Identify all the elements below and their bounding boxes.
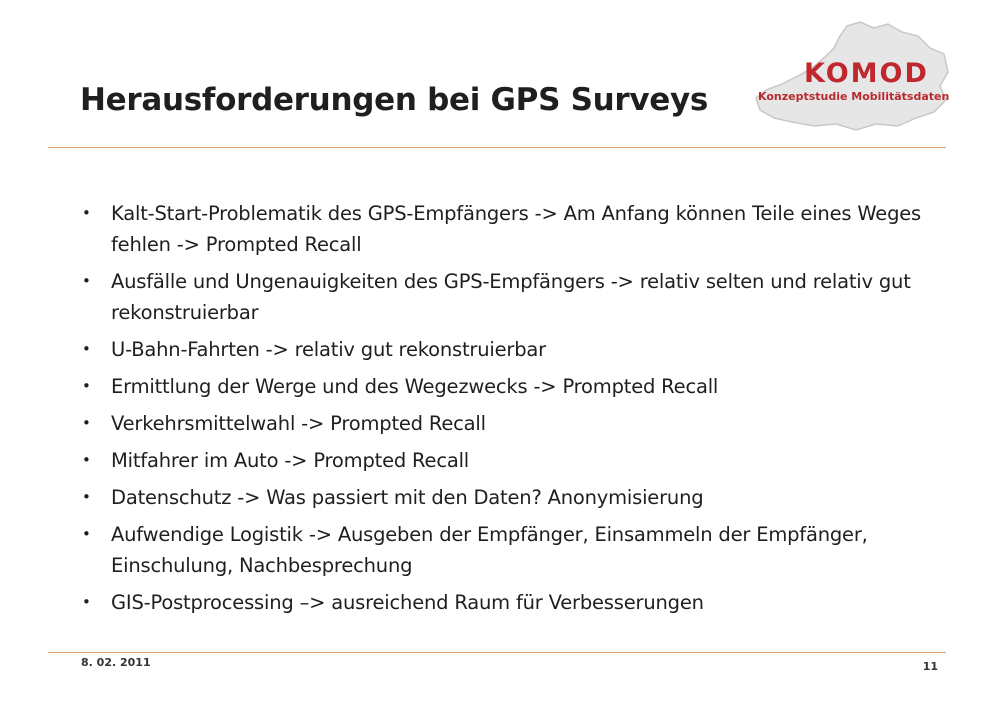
bullet-dot-icon: • (82, 593, 91, 611)
bullet-dot-icon: • (82, 525, 91, 543)
list-item (82, 482, 922, 513)
list-item (82, 198, 922, 260)
list-item (82, 334, 922, 365)
footer-date: 8. 02. 2011 (81, 656, 151, 669)
bullet-text: Verkehrsmittelwahl -> Prompted Recall (111, 412, 486, 435)
list-item (82, 519, 922, 581)
list-item (82, 408, 922, 439)
list-item (82, 587, 922, 618)
komod-logo (752, 14, 952, 134)
bullet-dot-icon: • (82, 340, 91, 358)
bullet-list (82, 198, 922, 624)
list-item (82, 371, 922, 402)
bullet-dot-icon: • (82, 451, 91, 469)
list-item (82, 445, 922, 476)
bullet-text: Ermittlung der Werge und des Wegezwecks -> Prompted Recall (111, 375, 719, 398)
bullet-text: Aufwendige Logistik -> Ausgeben der Empfänger, Einsammeln der Empfänger, Einschulung, Nachbesprechung (111, 523, 868, 577)
title-divider (48, 147, 946, 148)
bullet-text: U-Bahn-Fahrten -> relativ gut rekonstruierbar (111, 338, 546, 361)
bullet-text: GIS-Postprocessing –> ausreichend Raum für Verbesserungen (111, 591, 704, 614)
page-number: 11 (922, 660, 938, 673)
bullet-dot-icon: • (82, 272, 91, 290)
bullet-dot-icon: • (82, 377, 91, 395)
footer-divider (48, 652, 946, 653)
bullet-text: Ausfälle und Ungenauigkeiten des GPS-Empfängers -> relativ selten und relativ gut rekonstruierbar (111, 270, 911, 324)
bullet-dot-icon: • (82, 488, 91, 506)
logo-wordmark: KOMOD (804, 58, 929, 89)
bullet-dot-icon: • (82, 204, 91, 222)
logo-subtitle: Konzeptstudie Mobilitätsdaten (758, 90, 950, 103)
list-item (82, 266, 922, 328)
slide-title: Herausforderungen bei GPS Surveys (80, 82, 709, 118)
bullet-text: Kalt-Start-Problematik des GPS-Empfängers -> Am Anfang können Teile eines Weges fehlen -> Prompted Recall (111, 202, 922, 256)
bullet-text: Mitfahrer im Auto -> Prompted Recall (111, 449, 470, 472)
bullet-text: Datenschutz -> Was passiert mit den Daten? Anonymisierung (111, 486, 704, 509)
bullet-dot-icon: • (82, 414, 91, 432)
